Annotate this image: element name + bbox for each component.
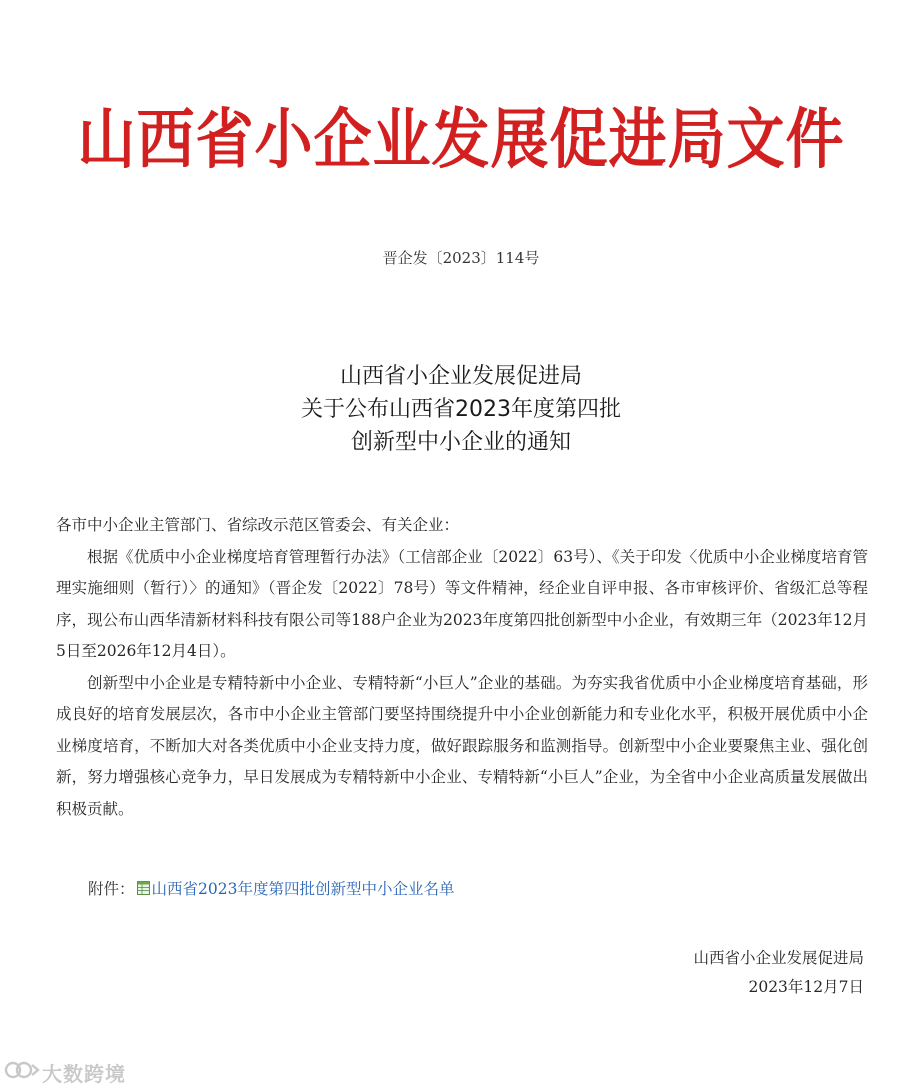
salutation: 各市中小企业主管部门、省综改示范区管委会、有关企业： [56, 516, 460, 534]
notice-body [56, 510, 868, 825]
notice-title [0, 360, 922, 459]
watermark [4, 1058, 126, 1087]
attachment-label: 附件： [88, 880, 135, 898]
body-paragraph-1: 根据《优质中小企业梯度培育管理暂行办法》（工信部企业〔2022〕63号）、《关于印发〈优质中小企业梯度培育管理实施细则（暂行）〉的通知》（晋企发〔2022〕78号）等文件精神，经企业自评申报、各市审核评价、省级汇总等程序，现公布山西华清新材料科技有限公司等188户企业为2023年度第四批创新型中小企业，有效期三年（2023年12月5日至2026年12月4日）。 [56, 547, 868, 660]
attachment-link[interactable]: 山西省2023年度第四批创新型中小企业名单 [151, 880, 455, 898]
document-number: 晋企发〔2023〕114号 [382, 249, 540, 267]
issue-date: 2023年12月7日 [748, 978, 864, 996]
issuer-name: 山西省小企业发展促进局 [693, 949, 864, 967]
title-line-2: 关于公布山西省2023年度第四批 [301, 397, 621, 422]
spreadsheet-file-icon[interactable] [137, 881, 150, 895]
title-line-1: 山西省小企业发展促进局 [339, 364, 582, 389]
watermark-logo-icon [4, 1059, 40, 1086]
body-paragraph-2: 创新型中小企业是专精特新中小企业、专精特新“小巨人”企业的基础。为夯实我省优质中小企业梯度培育基础，形成良好的培育发展层次，各市中小企业主管部门要坚持围绕提升中小企业创新能力和专业化水平，积极开展优质中小企业梯度培育，不断加大对各类优质中小企业支持力度，做好跟踪服务和监测指导。创新型中小企业要聚焦主业、强化创新，努力增强核心竞争力，早日发展成为专精特新中小企业、专精特新“小巨人”企业，为全省中小企业高质量发展做出积极贡献。 [56, 673, 868, 818]
title-line-3: 创新型中小企业的通知 [350, 430, 571, 455]
watermark-text: 大数跨境 [42, 1062, 126, 1086]
signature-block [693, 944, 864, 1002]
masthead-title: 山西省小企业发展促进局文件 [77, 100, 845, 178]
attachment-line [88, 877, 454, 899]
